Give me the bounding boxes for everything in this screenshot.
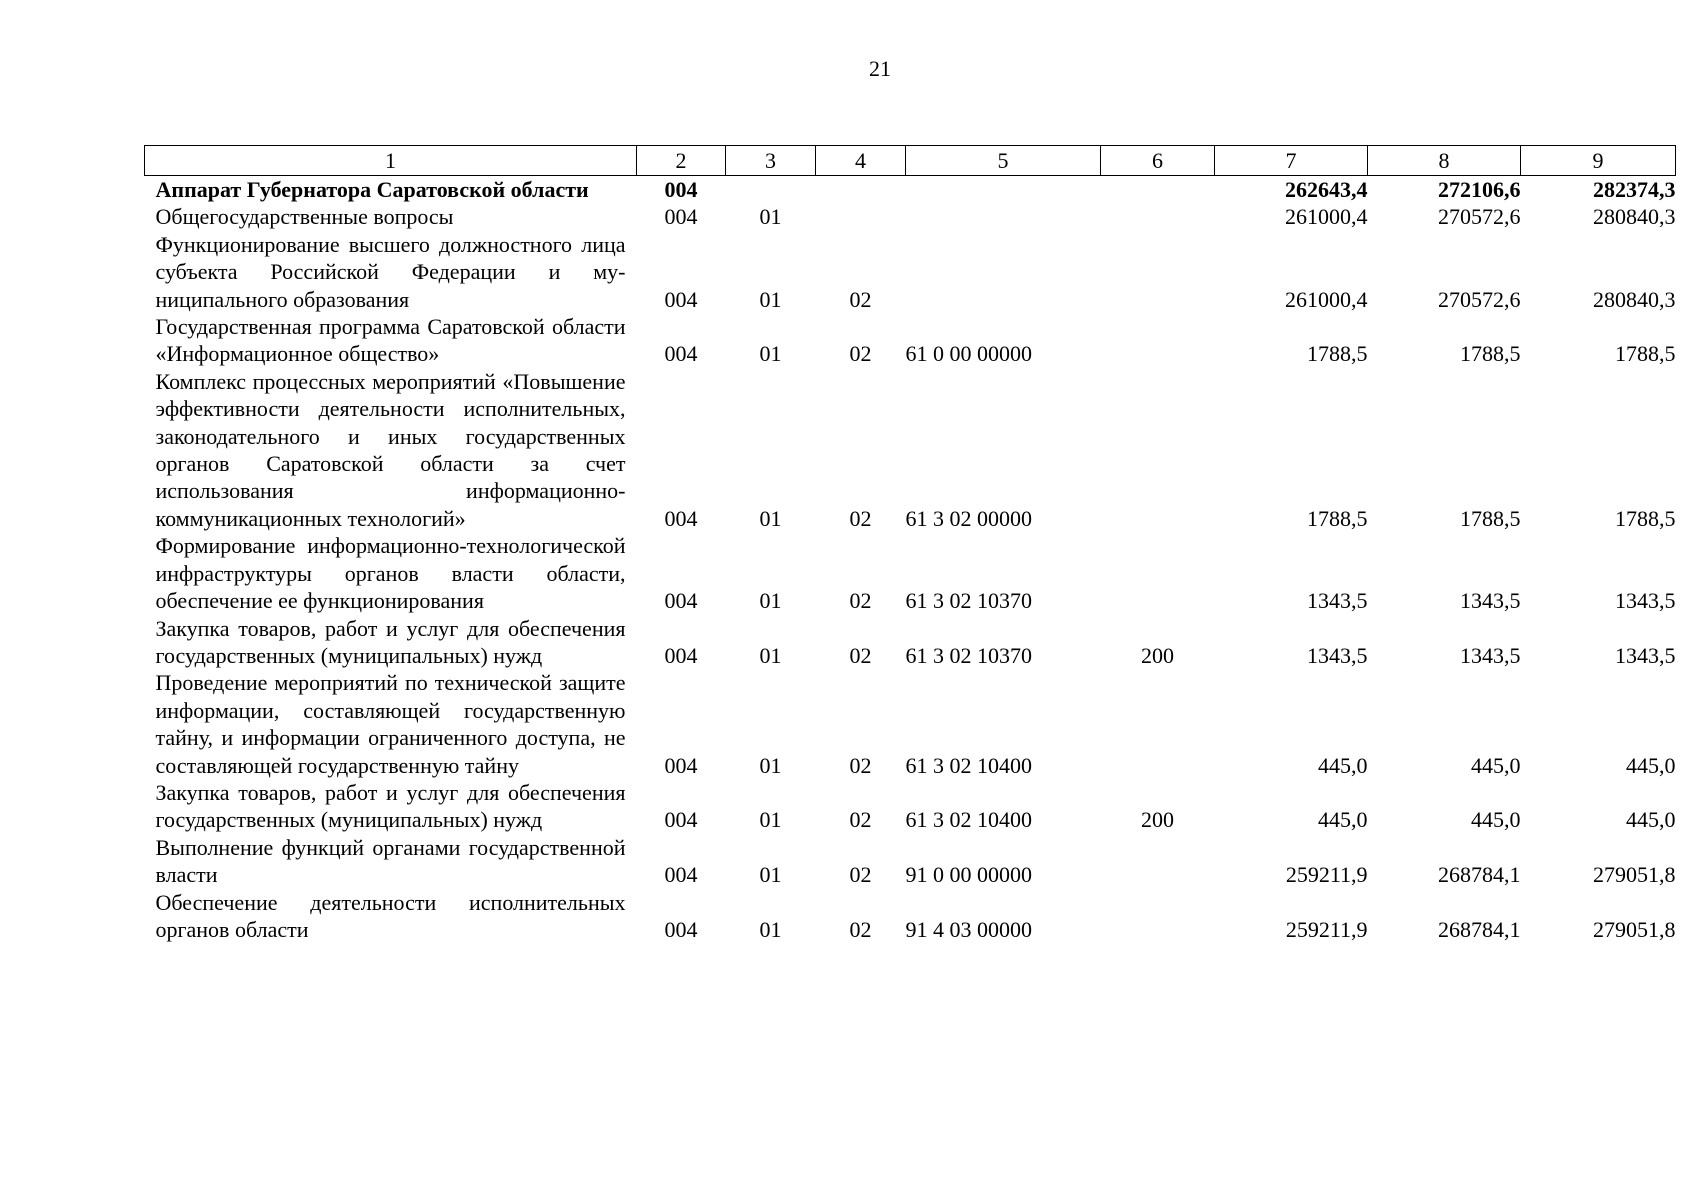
cell-section: 01 — [759, 588, 782, 614]
header-col-8: 8 — [1368, 146, 1521, 176]
header-col-4: 4 — [816, 146, 906, 176]
cell-amount-year-3: 445,0 — [1626, 807, 1676, 833]
cell-amount-year-3: 279051,8 — [1593, 862, 1676, 888]
cell-amount-year-3: 279051,8 — [1593, 916, 1676, 942]
cell-section: 01 — [759, 204, 782, 230]
cell-ministry-code: 004 — [664, 642, 698, 668]
page-number: 21 — [869, 56, 891, 81]
cell-section: 01 — [759, 807, 782, 833]
cell-target-article: 91 0 00 00000 — [905, 862, 1032, 888]
cell-amount-year-1: 259211,9 — [1285, 916, 1368, 942]
row-name: Формирование информационно-технологической инфраструктуры органов власти области, обеспечение ее функционирования — [155, 533, 626, 614]
table-row — [145, 313, 1676, 368]
cell-ministry-code: 004 — [664, 588, 698, 614]
table-row — [145, 368, 1676, 532]
cell-amount-year-2: 270572,6 — [1438, 204, 1521, 230]
row-name: Закупка товаров, работ и услуг для обеспечения государственных (муниципальных) нужд — [155, 615, 626, 668]
cell-subsection: 02 — [849, 916, 872, 942]
cell-amount-year-1: 259211,9 — [1285, 862, 1368, 888]
cell-section: 01 — [759, 505, 782, 531]
table-row — [145, 176, 1676, 204]
cell-section: 01 — [759, 286, 782, 312]
row-name: Аппарат Губернатора Саратовской области — [155, 177, 589, 202]
cell-expense-type — [1101, 834, 1215, 889]
cell-amount-year-1: 262643,4 — [1285, 177, 1368, 202]
header-col-6: 6 — [1101, 146, 1215, 176]
cell-amount-year-1: 445,0 — [1318, 752, 1368, 778]
table-body — [145, 176, 1676, 944]
cell-amount-year-1: 261000,4 — [1285, 204, 1368, 230]
header-col-1: 1 — [145, 146, 637, 176]
cell-amount-year-2: 272106,6 — [1438, 177, 1521, 202]
cell-ministry-code: 004 — [664, 505, 698, 531]
table-row — [145, 615, 1676, 670]
cell-expense-type — [1101, 532, 1215, 614]
cell-expense-type — [1101, 889, 1215, 944]
cell-subsection — [816, 176, 906, 204]
header-row — [145, 146, 1676, 176]
cell-ministry-code: 004 — [664, 916, 698, 942]
cell-target-article: 61 3 02 00000 — [905, 505, 1032, 531]
cell-ministry-code: 004 — [664, 204, 698, 230]
row-name: Обеспечение деятельности исполнительных органов области — [155, 889, 626, 942]
cell-amount-year-1: 1788,5 — [1307, 341, 1368, 367]
cell-amount-year-2: 268784,1 — [1438, 862, 1521, 888]
cell-subsection: 02 — [849, 286, 872, 312]
header-col-2: 2 — [637, 146, 726, 176]
cell-ministry-code: 004 — [664, 862, 698, 888]
cell-ministry-code: 004 — [664, 341, 698, 367]
cell-amount-year-1: 1343,5 — [1307, 642, 1368, 668]
cell-amount-year-1: 445,0 — [1318, 807, 1368, 833]
cell-section: 01 — [759, 862, 782, 888]
cell-expense-type — [1101, 669, 1215, 779]
row-name: Закупка товаров, работ и услуг для обеспечения государственных (муниципальных) нужд — [155, 779, 626, 833]
row-name: Общегосударственные вопросы — [155, 204, 454, 230]
cell-amount-year-2: 270572,6 — [1438, 286, 1521, 312]
cell-section: 01 — [759, 916, 782, 942]
cell-amount-year-3: 1343,5 — [1615, 588, 1676, 614]
header-col-5: 5 — [906, 146, 1101, 176]
header-col-9: 9 — [1521, 146, 1676, 176]
cell-amount-year-2: 1343,5 — [1460, 588, 1521, 614]
cell-target-article: 91 4 03 00000 — [905, 916, 1032, 942]
cell-section: 01 — [759, 642, 782, 668]
cell-target-article — [906, 203, 1101, 230]
cell-amount-year-3: 1788,5 — [1615, 341, 1676, 367]
cell-section — [726, 176, 816, 204]
table-row — [145, 669, 1676, 779]
cell-section: 01 — [759, 752, 782, 778]
cell-subsection: 02 — [849, 588, 872, 614]
cell-target-article: 61 0 00 00000 — [905, 341, 1032, 367]
cell-amount-year-2: 1788,5 — [1460, 341, 1521, 367]
cell-expense-type: 200 — [1141, 642, 1174, 668]
row-name: Функционирование высшего должностного лица субъекта Российской Федерации и муниципального образования — [155, 231, 626, 312]
table-row — [145, 834, 1676, 889]
cell-subsection: 02 — [849, 505, 872, 531]
cell-section: 01 — [759, 341, 782, 367]
cell-ministry-code: 004 — [664, 286, 698, 312]
cell-target-article — [906, 231, 1101, 313]
cell-expense-type: 200 — [1141, 807, 1174, 833]
cell-expense-type — [1101, 176, 1215, 204]
table-row — [145, 779, 1676, 834]
cell-subsection: 02 — [849, 862, 872, 888]
row-name: Государственная программа Саратовской области «Информационное общество» — [155, 314, 626, 367]
cell-amount-year-3: 280840,3 — [1593, 204, 1676, 230]
cell-target-article: 61 3 02 10370 — [905, 588, 1032, 614]
row-name: Проведение мероприятий по технической защите информации, составляющей государственную тайну, и информации ограниченного доступа, не составляющей государственную тайну — [155, 670, 626, 778]
cell-expense-type — [1101, 203, 1215, 230]
table-row — [145, 203, 1676, 230]
cell-target-article — [906, 176, 1101, 204]
cell-subsection: 02 — [849, 752, 872, 778]
budget-table — [144, 145, 1676, 943]
cell-amount-year-2: 268784,1 — [1438, 916, 1521, 942]
table-header — [145, 146, 1676, 176]
cell-amount-year-1: 1343,5 — [1307, 588, 1368, 614]
cell-expense-type — [1101, 368, 1215, 532]
cell-target-article: 61 3 02 10400 — [905, 752, 1032, 778]
cell-amount-year-3: 280840,3 — [1593, 286, 1676, 312]
header-col-7: 7 — [1215, 146, 1368, 176]
cell-amount-year-1: 261000,4 — [1285, 286, 1368, 312]
cell-amount-year-3: 445,0 — [1626, 752, 1676, 778]
row-name: Выполнение функций органами государственной власти — [155, 834, 626, 888]
table-row — [145, 532, 1676, 614]
table-row — [145, 231, 1676, 313]
cell-ministry-code: 004 — [664, 752, 698, 778]
cell-amount-year-3: 282374,3 — [1593, 177, 1676, 202]
header-col-3: 3 — [726, 146, 816, 176]
cell-amount-year-3: 1343,5 — [1615, 642, 1676, 668]
cell-ministry-code: 004 — [664, 807, 698, 833]
cell-ministry-code: 004 — [664, 177, 698, 202]
cell-amount-year-2: 445,0 — [1471, 752, 1521, 778]
cell-target-article: 61 3 02 10400 — [905, 807, 1032, 833]
cell-subsection: 02 — [849, 341, 872, 367]
cell-subsection: 02 — [849, 642, 872, 668]
cell-amount-year-2: 1788,5 — [1460, 505, 1521, 531]
row-name: Комплекс процессных мероприятий «Повышение эффективности деятельности исполнительных, законодательного и иных государственных органов Саратовской области за счет использования информационно-коммуникационных технологий» — [155, 368, 626, 531]
cell-target-article: 61 3 02 10370 — [905, 642, 1032, 668]
table-row — [145, 889, 1676, 944]
cell-expense-type — [1101, 313, 1215, 368]
cell-subsection — [816, 203, 906, 230]
cell-subsection: 02 — [849, 807, 872, 833]
cell-expense-type — [1101, 231, 1215, 313]
cell-amount-year-2: 1343,5 — [1460, 642, 1521, 668]
cell-amount-year-3: 1788,5 — [1615, 505, 1676, 531]
cell-amount-year-1: 1788,5 — [1307, 505, 1368, 531]
cell-amount-year-2: 445,0 — [1471, 807, 1521, 833]
